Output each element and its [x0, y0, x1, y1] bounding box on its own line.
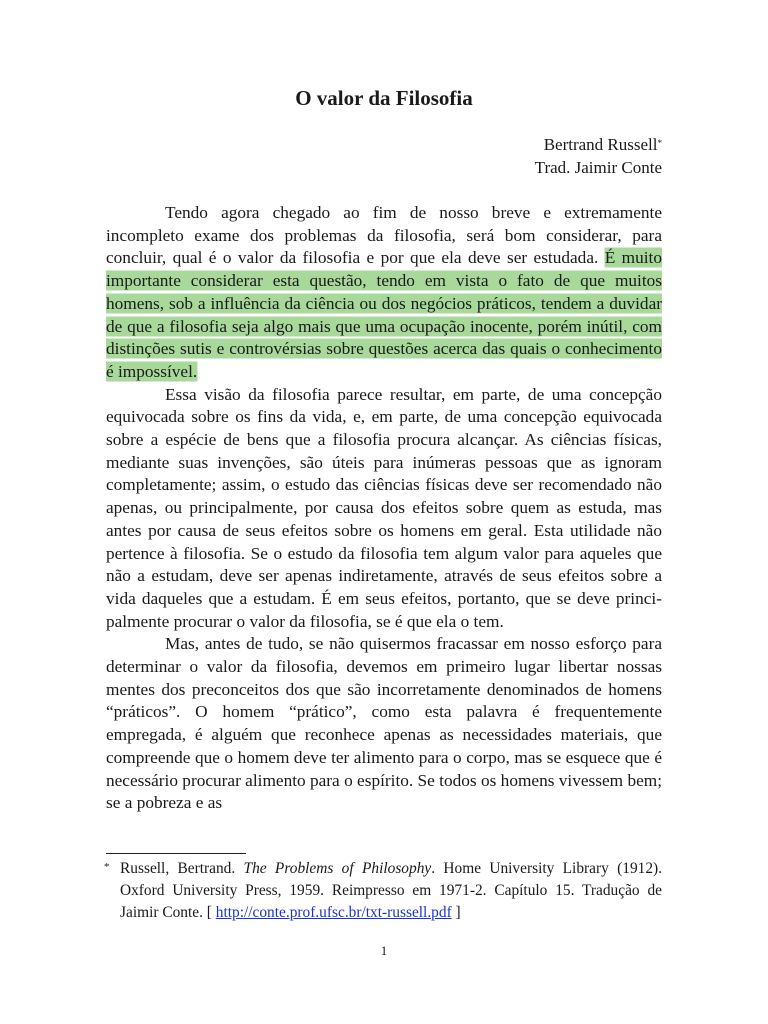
paragraph-1-text: Tendo agora chegado ao fim de nosso breve e extremamente incompleto exame dos problemas da filosofia, será bom considerar, para concluir, qual é o valor da filosofia e por que ela deve ser estudada. [106, 203, 662, 268]
document-body [106, 202, 662, 815]
footnote [106, 858, 662, 924]
paragraph-3: Mas, antes de tudo, se não quisermos fracassar em nosso esforço para determinar o valor da filosofia, devemos em primeiro lugar libertar nossas mentes dos preconceitos dos que são incorretamente denominados de homens “práticos”. O homem “prático”, como esta palavra é frequentemente empregada, é alguém que reconhece apenas as necessidades materiais, que compreende que o homem deve ter alimento para o corpo, mas se esquece que é necessário procurar alimento para o espírito. Se todos os homens vivessem bem; se a pobreza e as [106, 634, 662, 813]
paragraph-1 [106, 202, 662, 384]
highlighted-passage: É muito importante considerar esta questão, tendo em vista o fato de que muitos homens, sob a influência da ciência ou dos negócios práticos, tendem a duvidar de que a filosofia seja algo mais que uma ocupação inocente, porém inútil, com distinções sutis e controvérsias sobre questões acerca das quais o conhecimento é impossível. [106, 248, 663, 381]
footnote-book-title: The Problems of Philosophy [243, 860, 432, 877]
footnote-body [106, 858, 662, 924]
document-title: O valor da Filosofia [295, 86, 473, 110]
document-page [106, 0, 662, 1024]
footnote-citation-middle: . Home University Library (1912). Oxford University Press, 1959. Reimpresso em 1971-2. Capítulo 15. Tradução de Jaimir Conte. [ [120, 860, 662, 921]
translator-line: Trad. Jaimir Conte [534, 158, 662, 177]
paragraph-2: Essa visão da filosofia parece resultar, em parte, de uma concepção equivocada sobre os fins da vida, e, em parte, de uma concepção equivocada sobre a espécie de bens que a filosofia procura alcançar. As ciências físicas, mediante suas invenções, são úteis para inúmeras pessoas que as ignoram completamente; assim, o estudo das ciências físicas deve ser recomendado não apenas, ou principalmente, por causa dos efeitos sobre quem as estuda, mas antes por causa de seus efeitos sobre os homens em geral. Esta utilidade não pertence à filosofia. Se o estudo da filosofia tem algum valor para aqueles que não a estudam, deve ser apenas indiretamente, através de seus efeitos sobre a vida daqueles que a estudam. É em seus efeitos, portanto, que se deve principalmente procurar o valor da filosofia, se é que ela o tem. [106, 384, 662, 631]
footnote-citation-start: Russell, Bertrand. [120, 860, 244, 877]
footnote-divider [106, 853, 246, 854]
page-number: 1 [380, 943, 388, 958]
author-line [544, 134, 662, 156]
author-footnote-marker[interactable]: * [657, 138, 662, 148]
author-name: Bertrand Russell [543, 135, 658, 154]
footnote-marker: * [104, 861, 110, 873]
footnote-source-link[interactable]: http://conte.prof.ufsc.br/txt-russell.pdf [215, 904, 452, 921]
footnote-citation-end: ] [451, 904, 461, 921]
